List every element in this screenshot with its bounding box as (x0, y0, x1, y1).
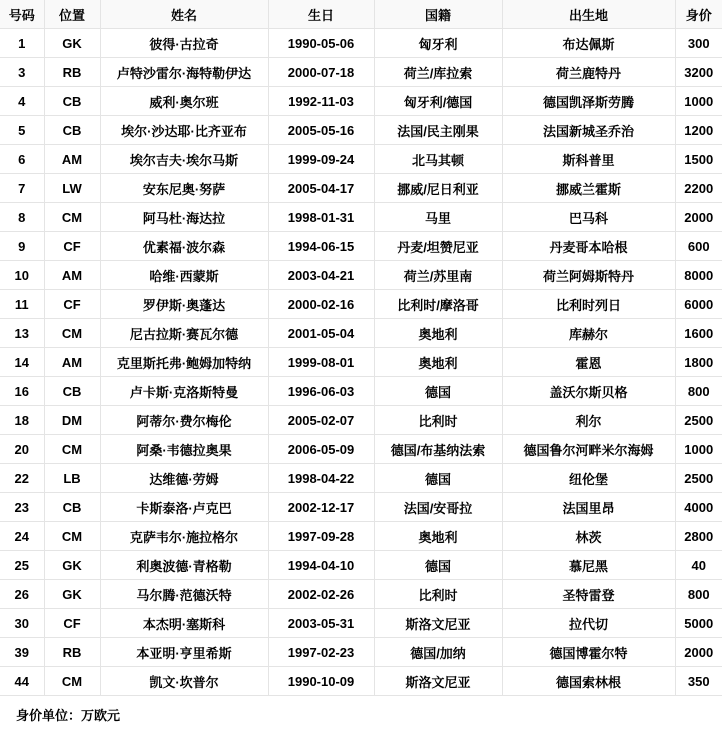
cell-nationality: 北马其顿 (374, 145, 502, 174)
cell-birthplace: 巴马科 (502, 203, 675, 232)
table-row (0, 435, 722, 464)
cell-nationality: 丹麦/坦赞尼亚 (374, 232, 502, 261)
cell-birthday: 2000-07-18 (268, 58, 374, 87)
cell-value: 1200 (675, 116, 722, 145)
table-row (0, 116, 722, 145)
cell-position: CB (44, 377, 100, 406)
cell-value: 2200 (675, 174, 722, 203)
cell-birthday: 2003-04-21 (268, 261, 374, 290)
cell-position: GK (44, 580, 100, 609)
cell-position: LB (44, 464, 100, 493)
table-row (0, 145, 722, 174)
cell-position: AM (44, 348, 100, 377)
cell-name: 本亚明·亨里希斯 (100, 638, 268, 667)
cell-number: 26 (0, 580, 44, 609)
cell-value: 1000 (675, 87, 722, 116)
table-row (0, 232, 722, 261)
cell-nationality: 比利时 (374, 406, 502, 435)
cell-birthplace: 慕尼黑 (502, 551, 675, 580)
cell-nationality: 德国/布基纳法索 (374, 435, 502, 464)
table-row (0, 638, 722, 667)
cell-name: 阿桑·韦德拉奥果 (100, 435, 268, 464)
cell-name: 威利·奥尔班 (100, 87, 268, 116)
cell-value: 4000 (675, 493, 722, 522)
column-header-name: 姓名 (100, 0, 268, 29)
table-row (0, 377, 722, 406)
cell-position: LW (44, 174, 100, 203)
cell-nationality: 奥地利 (374, 522, 502, 551)
cell-birthplace: 纽伦堡 (502, 464, 675, 493)
cell-nationality: 斯洛文尼亚 (374, 667, 502, 696)
cell-number: 5 (0, 116, 44, 145)
cell-value: 300 (675, 29, 722, 58)
cell-birthday: 2003-05-31 (268, 609, 374, 638)
table-row (0, 261, 722, 290)
cell-birthplace: 盖沃尔斯贝格 (502, 377, 675, 406)
cell-number: 20 (0, 435, 44, 464)
cell-value: 8000 (675, 261, 722, 290)
table-row (0, 667, 722, 696)
cell-nationality: 德国 (374, 377, 502, 406)
table-row (0, 493, 722, 522)
cell-name: 马尔腾·范德沃特 (100, 580, 268, 609)
table-row (0, 174, 722, 203)
table-row (0, 58, 722, 87)
cell-birthday: 2002-02-26 (268, 580, 374, 609)
cell-name: 卢卡斯·克洛斯特曼 (100, 377, 268, 406)
cell-value: 6000 (675, 290, 722, 319)
cell-value: 2500 (675, 406, 722, 435)
cell-birthplace: 德国索林根 (502, 667, 675, 696)
cell-number: 8 (0, 203, 44, 232)
cell-name: 阿马杜·海达拉 (100, 203, 268, 232)
cell-name: 利奥波德·青格勒 (100, 551, 268, 580)
cell-nationality: 斯洛文尼亚 (374, 609, 502, 638)
cell-birthday: 1994-04-10 (268, 551, 374, 580)
table-row (0, 87, 722, 116)
cell-position: CM (44, 203, 100, 232)
column-header-birthplace: 出生地 (502, 0, 675, 29)
cell-name: 达维德·劳姆 (100, 464, 268, 493)
cell-nationality: 德国 (374, 464, 502, 493)
cell-name: 尼古拉斯·赛瓦尔德 (100, 319, 268, 348)
cell-birthplace: 拉代切 (502, 609, 675, 638)
cell-name: 克萨韦尔·施拉格尔 (100, 522, 268, 551)
cell-nationality: 德国 (374, 551, 502, 580)
cell-number: 39 (0, 638, 44, 667)
cell-name: 凯文·坎普尔 (100, 667, 268, 696)
cell-number: 44 (0, 667, 44, 696)
column-header-value: 身价 (675, 0, 722, 29)
cell-nationality: 比利时/摩洛哥 (374, 290, 502, 319)
cell-value: 3200 (675, 58, 722, 87)
cell-number: 13 (0, 319, 44, 348)
column-header-birthday: 生日 (268, 0, 374, 29)
cell-number: 7 (0, 174, 44, 203)
cell-position: CM (44, 667, 100, 696)
cell-birthday: 2001-05-04 (268, 319, 374, 348)
cell-nationality: 法国/民主刚果 (374, 116, 502, 145)
cell-birthplace: 霍恩 (502, 348, 675, 377)
cell-birthday: 1996-06-03 (268, 377, 374, 406)
cell-nationality: 马里 (374, 203, 502, 232)
cell-birthday: 2002-12-17 (268, 493, 374, 522)
cell-number: 14 (0, 348, 44, 377)
cell-value: 5000 (675, 609, 722, 638)
cell-position: GK (44, 29, 100, 58)
cell-birthplace: 法国里昂 (502, 493, 675, 522)
cell-number: 4 (0, 87, 44, 116)
column-header-position: 位置 (44, 0, 100, 29)
cell-birthplace: 布达佩斯 (502, 29, 675, 58)
cell-birthday: 1990-05-06 (268, 29, 374, 58)
cell-birthplace: 德国凯泽斯劳腾 (502, 87, 675, 116)
table-body (0, 29, 722, 696)
cell-position: RB (44, 638, 100, 667)
cell-name: 罗伊斯·奥蓬达 (100, 290, 268, 319)
cell-name: 本杰明·塞斯科 (100, 609, 268, 638)
cell-value: 2500 (675, 464, 722, 493)
cell-position: GK (44, 551, 100, 580)
column-header-number: 号码 (0, 0, 44, 29)
table-row (0, 203, 722, 232)
cell-position: RB (44, 58, 100, 87)
cell-name: 卡斯泰洛·卢克巴 (100, 493, 268, 522)
cell-value: 1500 (675, 145, 722, 174)
cell-birthday: 2005-05-16 (268, 116, 374, 145)
cell-position: CB (44, 87, 100, 116)
cell-birthplace: 荷兰阿姆斯特丹 (502, 261, 675, 290)
cell-name: 克里斯托弗·鲍姆加特纳 (100, 348, 268, 377)
cell-value: 40 (675, 551, 722, 580)
cell-position: CF (44, 232, 100, 261)
cell-nationality: 奥地利 (374, 348, 502, 377)
cell-name: 埃尔吉夫·埃尔马斯 (100, 145, 268, 174)
table-row (0, 551, 722, 580)
cell-number: 18 (0, 406, 44, 435)
cell-birthplace: 德国鲁尔河畔米尔海姆 (502, 435, 675, 464)
cell-name: 彼得·古拉奇 (100, 29, 268, 58)
cell-nationality: 荷兰/苏里南 (374, 261, 502, 290)
cell-birthday: 1998-01-31 (268, 203, 374, 232)
cell-birthday: 2005-02-07 (268, 406, 374, 435)
cell-birthday: 2000-02-16 (268, 290, 374, 319)
cell-number: 30 (0, 609, 44, 638)
cell-birthplace: 挪威兰霍斯 (502, 174, 675, 203)
cell-position: CF (44, 290, 100, 319)
cell-birthday: 1997-02-23 (268, 638, 374, 667)
cell-value: 800 (675, 580, 722, 609)
table-header (0, 0, 722, 29)
cell-birthplace: 斯科普里 (502, 145, 675, 174)
cell-nationality: 德国/加纳 (374, 638, 502, 667)
cell-number: 11 (0, 290, 44, 319)
cell-number: 23 (0, 493, 44, 522)
cell-value: 350 (675, 667, 722, 696)
cell-name: 优素福·波尔森 (100, 232, 268, 261)
cell-position: CB (44, 116, 100, 145)
table-row (0, 348, 722, 377)
cell-position: AM (44, 261, 100, 290)
cell-nationality: 奥地利 (374, 319, 502, 348)
cell-nationality: 比利时 (374, 580, 502, 609)
cell-number: 3 (0, 58, 44, 87)
cell-nationality: 挪威/尼日利亚 (374, 174, 502, 203)
column-header-nationality: 国籍 (374, 0, 502, 29)
cell-birthday: 1999-09-24 (268, 145, 374, 174)
cell-name: 安东尼奥·努萨 (100, 174, 268, 203)
cell-birthplace: 林茨 (502, 522, 675, 551)
cell-birthday: 1990-10-09 (268, 667, 374, 696)
cell-birthplace: 利尔 (502, 406, 675, 435)
cell-nationality: 荷兰/库拉索 (374, 58, 502, 87)
table-row (0, 580, 722, 609)
cell-position: CM (44, 522, 100, 551)
cell-birthday: 1992-11-03 (268, 87, 374, 116)
cell-number: 9 (0, 232, 44, 261)
cell-nationality: 匈牙利 (374, 29, 502, 58)
table-row (0, 406, 722, 435)
cell-value: 2800 (675, 522, 722, 551)
cell-nationality: 匈牙利/德国 (374, 87, 502, 116)
cell-name: 哈维·西蒙斯 (100, 261, 268, 290)
cell-value: 1000 (675, 435, 722, 464)
cell-position: CM (44, 435, 100, 464)
cell-birthday: 1994-06-15 (268, 232, 374, 261)
cell-number: 1 (0, 29, 44, 58)
cell-value: 1800 (675, 348, 722, 377)
cell-birthday: 2005-04-17 (268, 174, 374, 203)
cell-value: 800 (675, 377, 722, 406)
cell-birthday: 1999-08-01 (268, 348, 374, 377)
cell-birthday: 1998-04-22 (268, 464, 374, 493)
cell-position: CF (44, 609, 100, 638)
cell-position: AM (44, 145, 100, 174)
cell-position: CB (44, 493, 100, 522)
cell-birthplace: 德国博霍尔特 (502, 638, 675, 667)
table-row (0, 290, 722, 319)
table-row (0, 319, 722, 348)
cell-value: 2000 (675, 638, 722, 667)
table-row (0, 522, 722, 551)
cell-number: 6 (0, 145, 44, 174)
cell-number: 25 (0, 551, 44, 580)
cell-birthplace: 法国新城圣乔治 (502, 116, 675, 145)
table-row (0, 609, 722, 638)
cell-number: 10 (0, 261, 44, 290)
cell-number: 16 (0, 377, 44, 406)
cell-birthplace: 荷兰鹿特丹 (502, 58, 675, 87)
header-row (0, 0, 722, 29)
cell-birthplace: 丹麦哥本哈根 (502, 232, 675, 261)
cell-birthday: 2006-05-09 (268, 435, 374, 464)
cell-nationality: 法国/安哥拉 (374, 493, 502, 522)
table-row (0, 464, 722, 493)
table-row (0, 29, 722, 58)
cell-value: 2000 (675, 203, 722, 232)
cell-birthplace: 圣特雷登 (502, 580, 675, 609)
cell-name: 埃尔·沙达耶·比齐亚布 (100, 116, 268, 145)
cell-position: DM (44, 406, 100, 435)
cell-number: 22 (0, 464, 44, 493)
cell-birthplace: 比利时列日 (502, 290, 675, 319)
cell-birthplace: 库赫尔 (502, 319, 675, 348)
cell-name: 阿蒂尔·费尔梅伦 (100, 406, 268, 435)
cell-value: 1600 (675, 319, 722, 348)
value-unit-footnote: 身价单位：万欧元 (16, 708, 121, 723)
cell-value: 600 (675, 232, 722, 261)
cell-name: 卢特沙雷尔·海特勒伊达 (100, 58, 268, 87)
cell-number: 24 (0, 522, 44, 551)
cell-birthday: 1997-09-28 (268, 522, 374, 551)
cell-position: CM (44, 319, 100, 348)
